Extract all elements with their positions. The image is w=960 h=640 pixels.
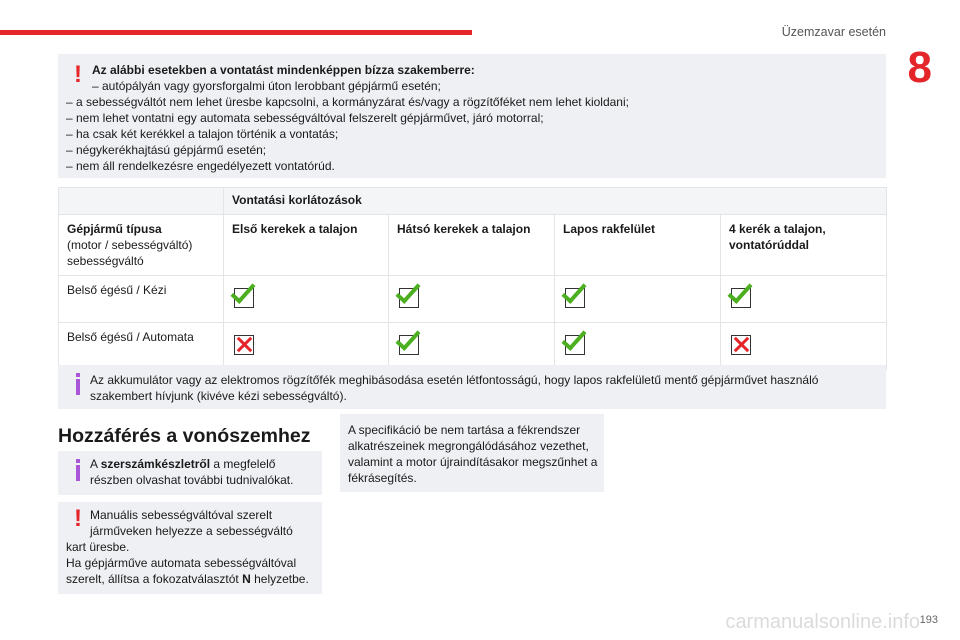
warning-item-5: – négykerékhajtású gépjármű esetén; xyxy=(66,143,267,157)
info-icon xyxy=(76,379,80,395)
warning-intro xyxy=(92,62,475,94)
warning-item-6: – nem áll rendelkezésre engedélyezett vontatórúd. xyxy=(66,159,335,173)
vehicle-type-header xyxy=(59,215,224,276)
table-row xyxy=(59,323,887,370)
vehicle-type-sub: (motor / sebességváltó) xyxy=(67,238,193,252)
table-cell xyxy=(389,323,555,370)
table-cell xyxy=(389,276,555,323)
vehicle-type-sub2: sebességváltó xyxy=(67,254,144,268)
warning-item-4: – ha csak két kerékkel a talajon történik a vontatás; xyxy=(66,127,339,141)
column-header: 4 kerék a talajon, vontatórúddal xyxy=(721,215,887,276)
row-label: Belső égésű / Kézi xyxy=(59,276,224,323)
allowed-check-icon xyxy=(731,288,751,308)
table-cell xyxy=(721,323,887,370)
brake-note-text: A specifikáció be nem tartása a fékrendszer alkatrészeinek megrongálódásához vezethet, valamint a motor újraindításakor megszűnhet a fékrásegítés. xyxy=(348,423,598,485)
column-header: Első kerekek a talajon xyxy=(224,215,389,276)
allowed-check-icon xyxy=(234,288,254,308)
warning-item-3: – nem lehet vontatni egy automata sebességváltóval felszerelt gépjárművet, járó motorral; xyxy=(66,111,544,125)
toolkit-link-text: szerszámkészletről xyxy=(100,457,211,471)
table-cell xyxy=(555,276,721,323)
section-title: Üzemzavar esetén xyxy=(781,25,886,39)
warning-icon: ! xyxy=(74,61,82,88)
chapter-color-bar xyxy=(0,30,472,35)
allowed-check-icon xyxy=(399,288,419,308)
table-cell xyxy=(555,323,721,370)
table-title-row xyxy=(59,188,887,215)
table-title: Vontatási korlátozások xyxy=(224,188,887,215)
chapter-number: 8 xyxy=(907,43,932,92)
table-header-row xyxy=(59,215,887,276)
section-heading: Hozzáférés a vonószemhez xyxy=(58,425,311,447)
allowed-check-icon xyxy=(565,288,585,308)
not-allowed-cross-icon xyxy=(234,335,254,355)
allowed-check-icon xyxy=(399,335,419,355)
column-header: Hátsó kerekek a talajon xyxy=(389,215,555,276)
table-row xyxy=(59,276,887,323)
page-number: 193 xyxy=(919,614,938,626)
allowed-check-icon xyxy=(565,335,585,355)
warning-icon: ! xyxy=(74,505,82,532)
brake-note-box xyxy=(340,414,604,492)
vehicle-type-label: Gépjármű típusa xyxy=(67,222,162,236)
warning-list xyxy=(66,94,629,174)
info-box xyxy=(58,365,886,409)
toolkit-info-text: A szerszámkészletről a megfelelő részben olvashat további tudnivalókat. xyxy=(90,457,294,487)
towing-restrictions-table xyxy=(58,187,887,370)
column-header: Lapos rakfelület xyxy=(555,215,721,276)
warning-intro-text: Az alábbi esetekben a vontatást mindenképpen bízza szakemberre: xyxy=(92,63,475,77)
gear-position-n: N xyxy=(242,572,251,586)
gear-warning-box xyxy=(58,502,322,594)
gear-warning-text: Manuális sebességváltóval szerelt járműveken helyezze a sebességváltó kart üresbe. Ha gépjárműve automata sebességváltóval szerelt, állítsa a fokozatválasztót N helyzetbe. xyxy=(66,508,309,586)
table-corner-cell xyxy=(59,188,224,215)
table-cell xyxy=(224,323,389,370)
warning-item-2: – a sebességváltót nem lehet üresbe kapcsolni, a kormányzárat és/vagy a rögzítőféket nem lehet kioldani; xyxy=(66,95,629,109)
warning-item-1: – autópályán vagy gyorsforgalmi úton lerobbant gépjármű esetén; xyxy=(92,79,441,93)
row-label: Belső égésű / Automata xyxy=(59,323,224,370)
table-cell xyxy=(224,276,389,323)
table-cell xyxy=(721,276,887,323)
info-icon xyxy=(76,465,80,481)
warning-box xyxy=(58,54,886,178)
info-text: Az akkumulátor vagy az elektromos rögzítőfék meghibásodása esetén létfontosságú, hogy lapos rakfelületű mentő gépjárművet használó szakembert hívjunk (kivéve kézi sebességváltó). xyxy=(90,373,819,403)
not-allowed-cross-icon xyxy=(731,335,751,355)
toolkit-info-box xyxy=(58,451,322,495)
watermark: carmanualsonline.info xyxy=(725,611,920,633)
